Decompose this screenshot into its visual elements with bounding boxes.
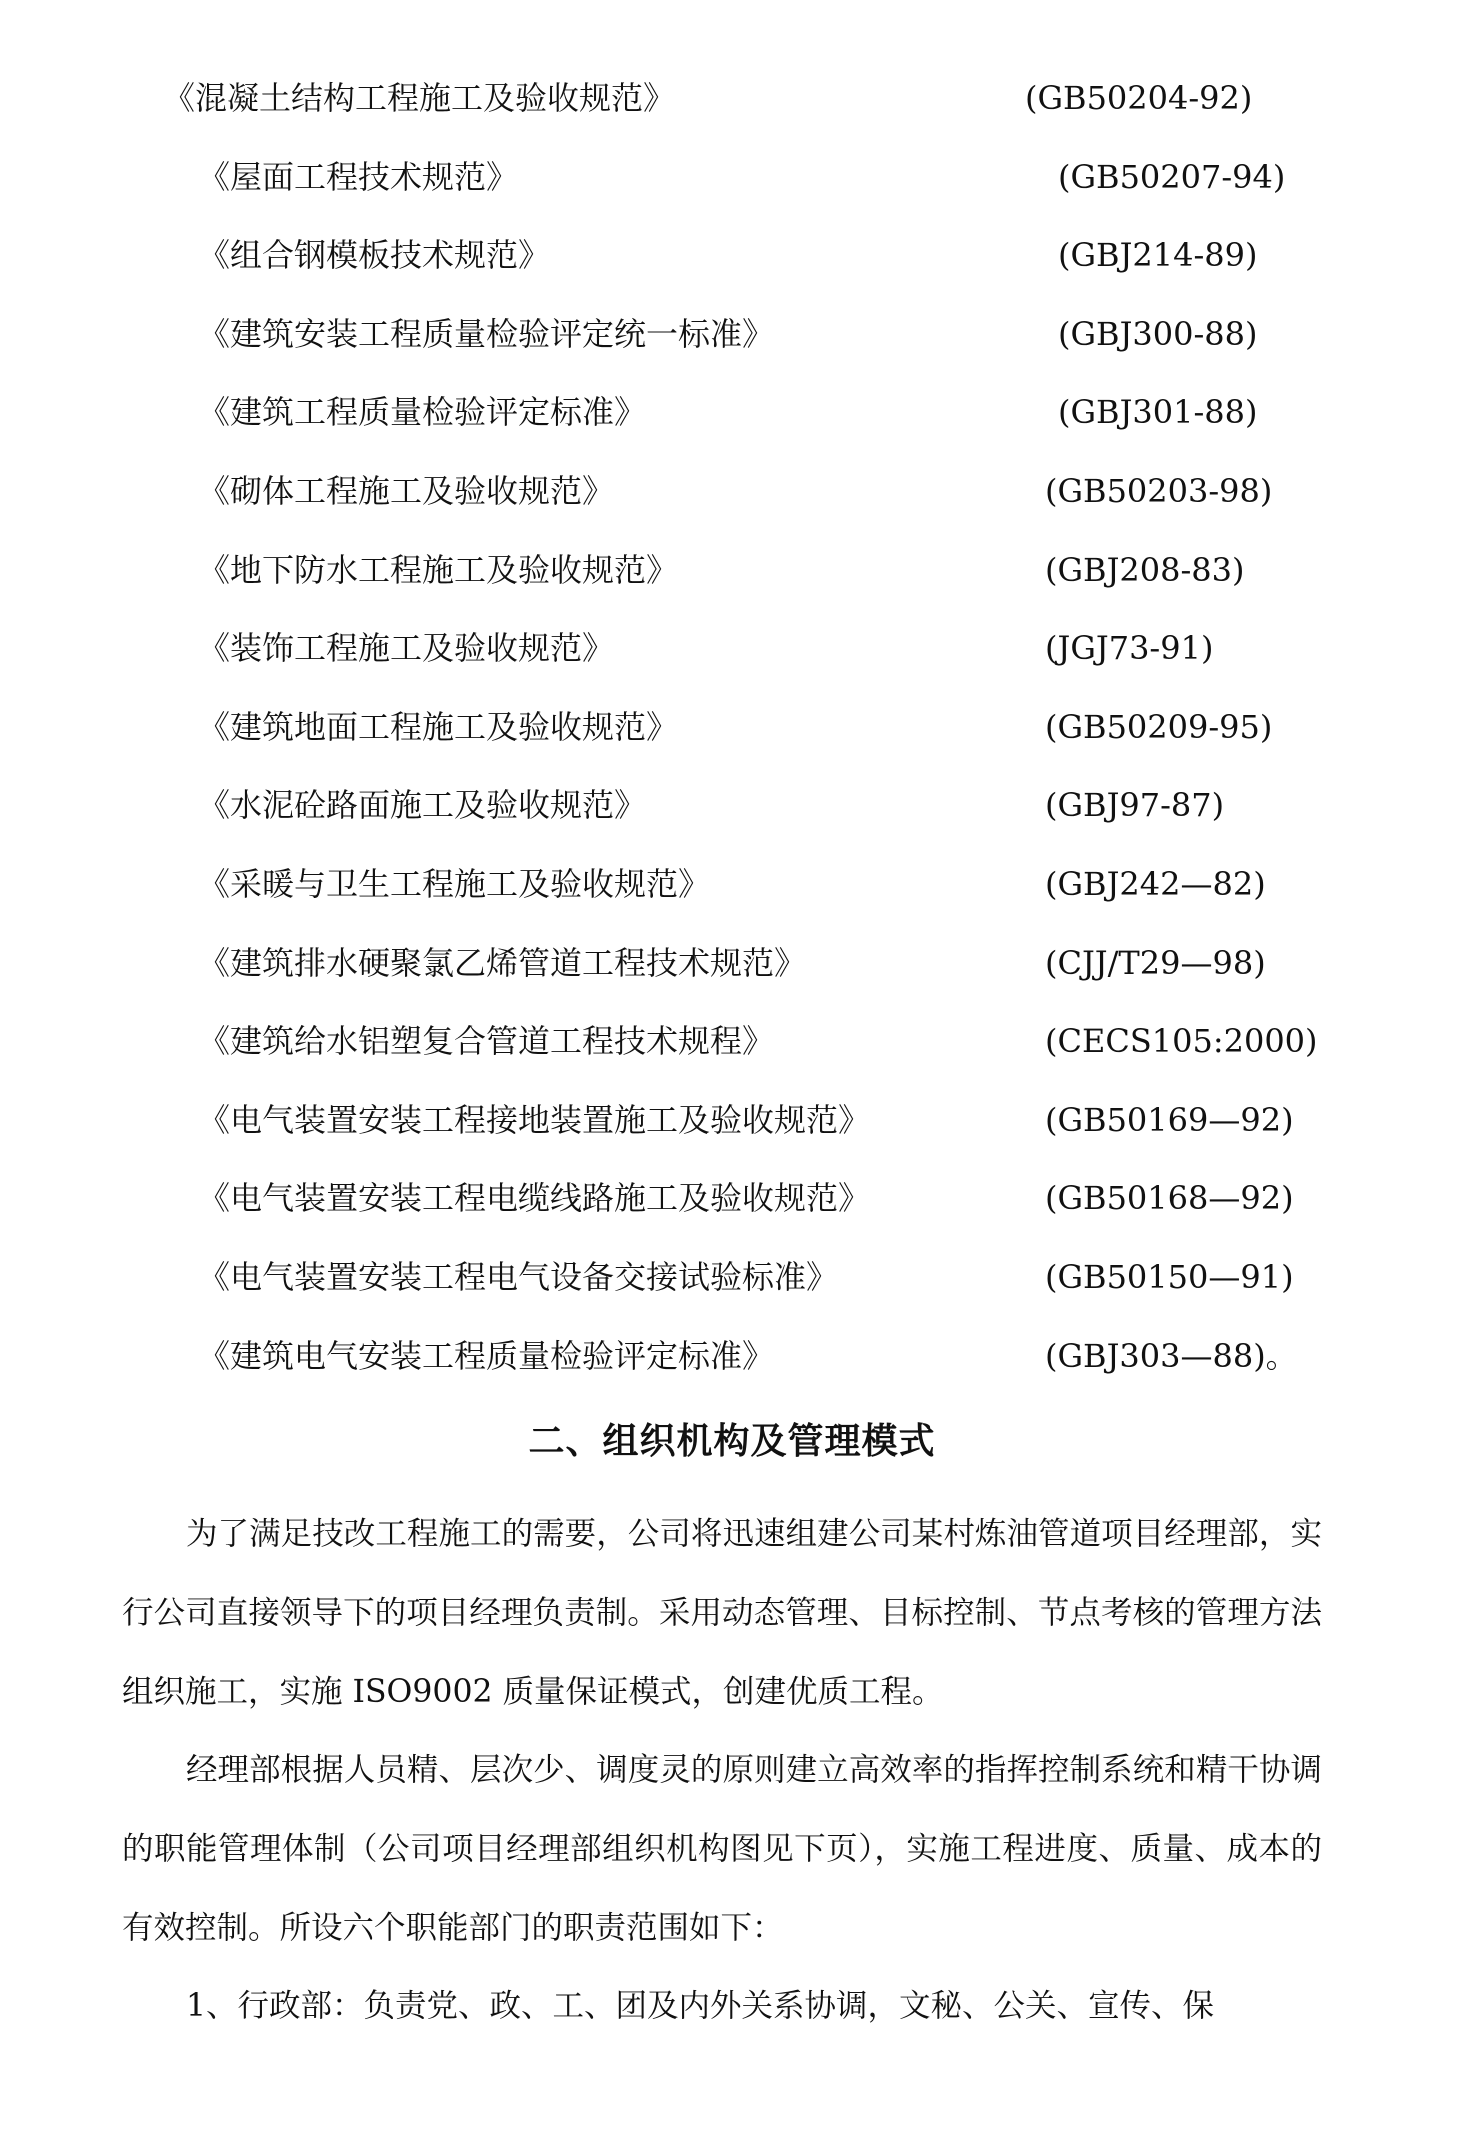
standard-code: (CECS105:2000) xyxy=(1045,1022,1318,1061)
standard-row xyxy=(0,1257,1464,1336)
standard-row xyxy=(0,314,1464,393)
standard-code: (GB50168—92) xyxy=(1045,1179,1294,1218)
standard-row xyxy=(0,235,1464,314)
standard-title: 《建筑给水铝塑复合管道工程技术规程》 xyxy=(198,1022,775,1061)
standard-code: (GBJ303—88)。 xyxy=(1045,1336,1298,1375)
standard-title: 《混凝土结构工程施工及验收规范》 xyxy=(163,79,676,117)
standard-row xyxy=(0,1336,1464,1415)
standard-row xyxy=(0,157,1464,236)
standard-code: (GB50203-98) xyxy=(1045,471,1273,510)
standard-row xyxy=(0,392,1464,471)
standard-code: (GB50150—91) xyxy=(1045,1257,1294,1296)
standard-title: 《组合钢模板技术规范》 xyxy=(198,236,551,275)
paragraph-management: 经理部根据人员精、层次少、调度灵的原则建立高效率的指挥控制系统和精干协调的职能管理体制（公司项目经理部组织机构图见下页），实施工程进度、质量、成本的有效控制。所设六个职能部门的职责范围如下： xyxy=(122,1752,1322,1946)
standard-title: 《建筑排水硬聚氯乙烯管道工程技术规范》 xyxy=(198,943,807,982)
standard-code: (GBJ301-88) xyxy=(1058,393,1258,432)
standard-row xyxy=(0,78,1464,157)
standard-title: 《砌体工程施工及验收规范》 xyxy=(198,471,615,510)
paragraph-admin-dept: 1、行政部：负责党、政、工、团及内外关系协调，文秘、公关、宣传、保 xyxy=(186,1988,1215,2024)
standard-code: (CJJ/T29—98) xyxy=(1045,943,1266,982)
standard-title: 《采暖与卫生工程施工及验收规范》 xyxy=(198,864,711,903)
standard-row xyxy=(0,1178,1464,1257)
standard-title: 《电气装置安装工程电缆线路施工及验收规范》 xyxy=(198,1179,871,1218)
standard-row xyxy=(0,864,1464,943)
standard-code: (JGJ73-91) xyxy=(1045,629,1214,668)
standard-title: 《装饰工程施工及验收规范》 xyxy=(198,629,615,668)
standard-row xyxy=(0,1021,1464,1100)
standard-title: 《电气装置安装工程接地装置施工及验收规范》 xyxy=(198,1100,871,1139)
standard-code: (GBJ214-89) xyxy=(1058,236,1258,275)
standard-code: (GB50207-94) xyxy=(1058,157,1286,196)
standards-list xyxy=(0,78,1464,1414)
standard-row xyxy=(0,550,1464,629)
standard-code: (GBJ208-83) xyxy=(1045,550,1245,589)
standard-code: (GBJ242—82) xyxy=(1045,864,1266,903)
paragraph-organization: 为了满足技改工程施工的需要，公司将迅速组建公司某村炼油管道项目经理部，实行公司直接领导下的项目经理负责制。采用动态管理、目标控制、节点考核的管理方法组织施工，实施 ISO9002 质量保证模式，创建优质工程。 xyxy=(122,1516,1322,1710)
standard-row xyxy=(0,471,1464,550)
standard-title: 《建筑工程质量检验评定标准》 xyxy=(198,393,647,432)
standard-row xyxy=(0,943,1464,1022)
section-heading: 二、组织机构及管理模式 xyxy=(528,1420,936,1462)
standard-code: (GB50209-95) xyxy=(1045,707,1273,746)
standard-title: 《建筑安装工程质量检验评定统一标准》 xyxy=(198,314,775,353)
standard-row xyxy=(0,707,1464,786)
standard-code: (GB50204-92) xyxy=(1025,79,1253,117)
standard-code: (GB50169—92) xyxy=(1045,1100,1294,1139)
standard-row xyxy=(0,1100,1464,1179)
standard-title: 《屋面工程技术规范》 xyxy=(198,157,519,196)
standard-title: 《建筑地面工程施工及验收规范》 xyxy=(198,707,679,746)
standard-row xyxy=(0,785,1464,864)
standard-row xyxy=(0,628,1464,707)
standard-title: 《电气装置安装工程电气设备交接试验标准》 xyxy=(198,1257,839,1296)
standard-code: (GBJ97-87) xyxy=(1045,786,1225,825)
standard-title: 《水泥砼路面施工及验收规范》 xyxy=(198,786,647,825)
standard-title: 《地下防水工程施工及验收规范》 xyxy=(198,550,679,589)
standard-title: 《建筑电气安装工程质量检验评定标准》 xyxy=(198,1336,775,1375)
standard-code: (GBJ300-88) xyxy=(1058,314,1258,353)
